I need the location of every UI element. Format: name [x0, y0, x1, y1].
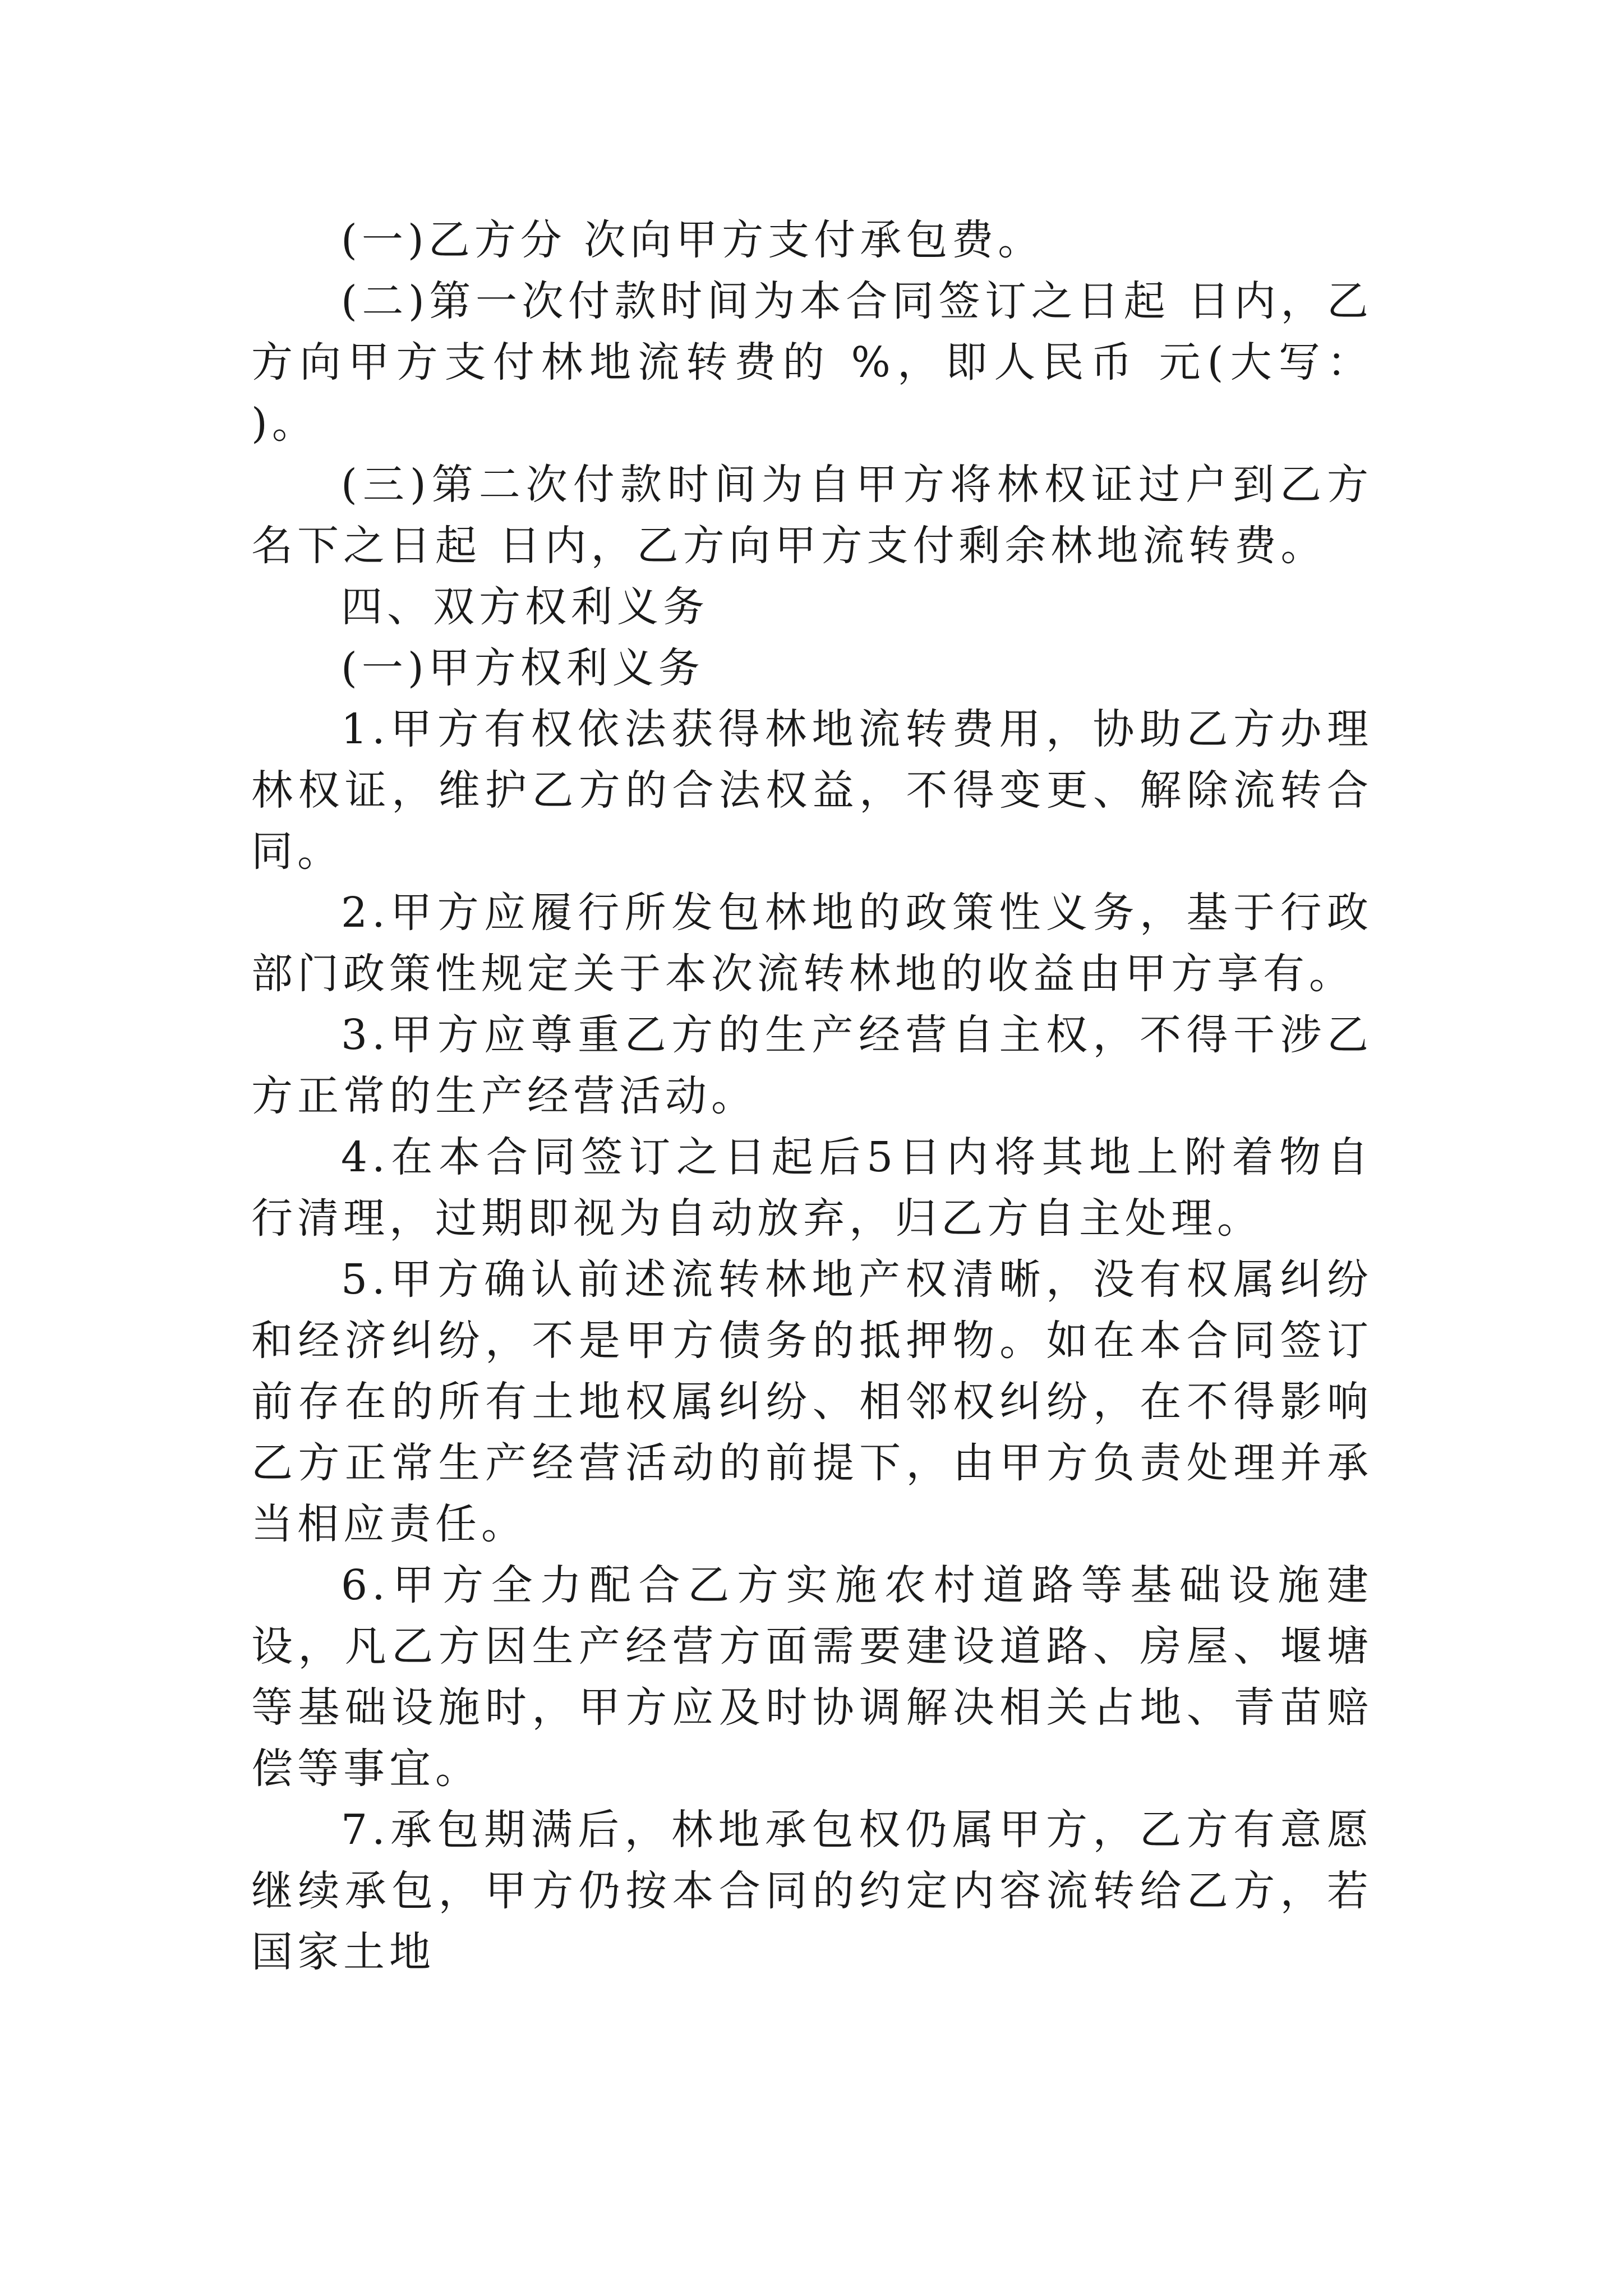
- clause-party-a-item-6: 6.甲方全力配合乙方实施农村道路等基础设施建设，凡乙方因生产经营方面需要建设道路、房屋、堰塘等基础设施时，甲方应及时协调解决相关占地、青苗赔偿等事宜。: [251, 1561, 1373, 1793]
- clause-party-a-item-4: 4.在本合同签订之日起后5日内将其地上附着物自行清理，过期即视为自动放弃，归乙方自主处理。: [251, 1133, 1373, 1243]
- contract-body: [251, 210, 1373, 1983]
- clause-party-a-item-2: 2.甲方应履行所发包林地的政策性义务，基于行政部门政策性规定关于本次流转林地的收益由甲方享有。: [251, 889, 1373, 998]
- subsection-heading-party-a: (一)甲方权利义务: [341, 644, 704, 692]
- clause-party-a-item-7: 7.承包期满后，林地承包权仍属甲方，乙方有意愿继续承包，甲方仍按本合同的约定内容流转给乙方，若国家土地: [251, 1806, 1373, 1976]
- clause-first-payment: (二)第一次付款时间为本合同签订之日起 日内，乙方向甲方支付林地流转费的 %，即人民币 元(大写： )。: [251, 277, 1373, 448]
- section-heading-rights-obligations: 四、双方权利义务: [341, 583, 709, 631]
- clause-party-a-item-5: 5.甲方确认前述流转林地产权清晰，没有权属纠纷和经济纠纷，不是甲方债务的抵押物。如在本合同签订前存在的所有土地权属纠纷、相邻权纠纷，在不得影响乙方正常生产经营活动的前提下，由甲方负责处理并承当相应责任。: [251, 1255, 1373, 1548]
- clause-payment-installments: (一)乙方分 次向甲方支付承包费。: [341, 216, 1044, 264]
- clause-party-a-item-1: 1.甲方有权依法获得林地流转费用，协助乙方办理林权证，维护乙方的合法权益，不得变更、解除流转合同。: [251, 705, 1373, 876]
- clause-second-payment: (三)第二次付款时间为自甲方将林权证过户到乙方名下之日起 日内，乙方向甲方支付剩余林地流转费。: [251, 461, 1373, 570]
- clause-party-a-item-3: 3.甲方应尊重乙方的生产经营自主权，不得干涉乙方正常的生产经营活动。: [251, 1011, 1373, 1120]
